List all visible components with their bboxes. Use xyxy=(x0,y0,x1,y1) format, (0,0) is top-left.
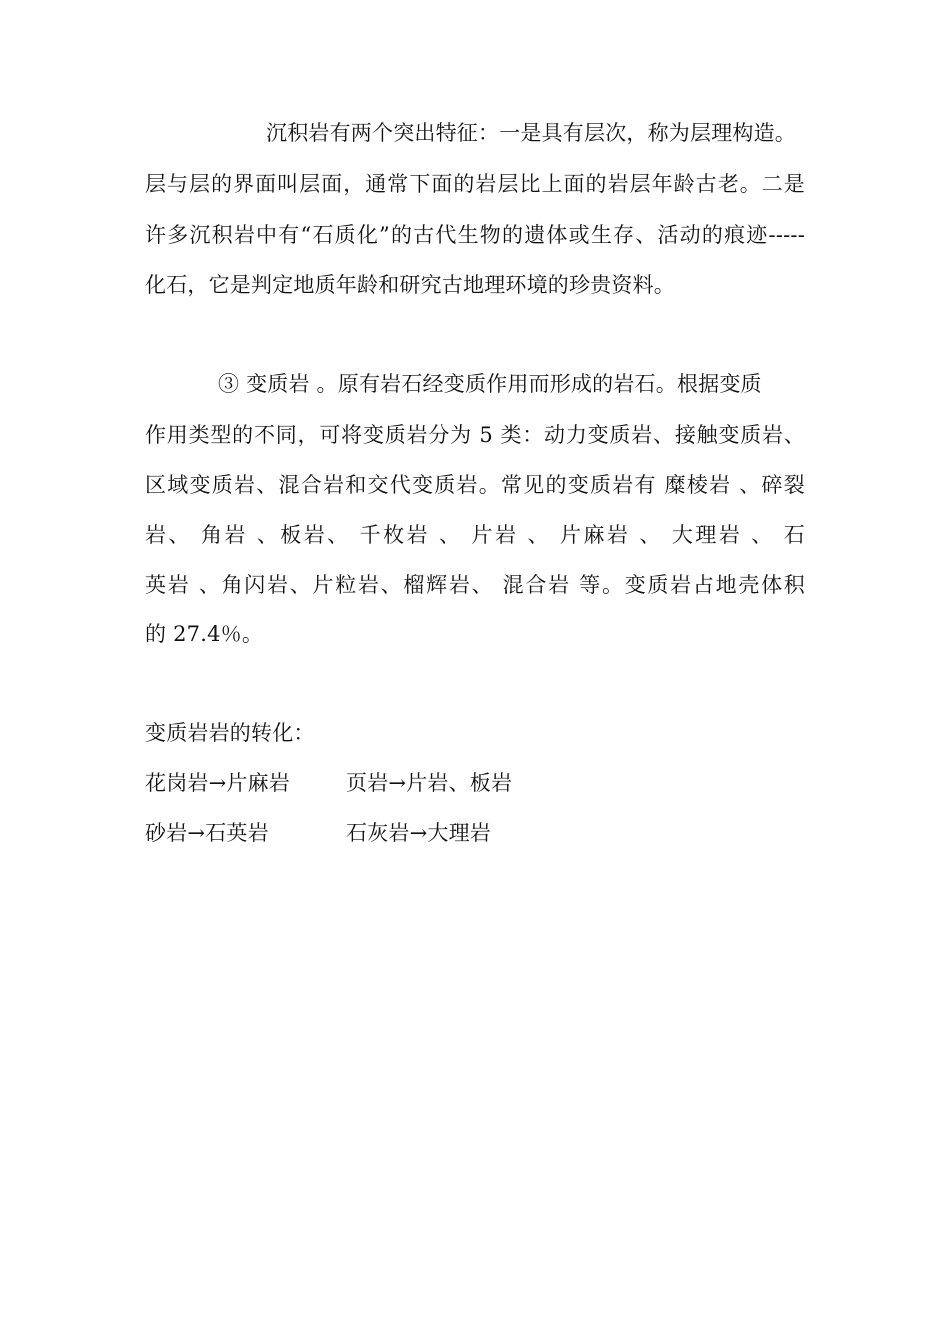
paragraph-1-line-1: 沉积岩有两个突出特征：一是具有层次，称为层理构造。 xyxy=(266,121,796,145)
paragraph-1-line-2: 层与层的界面叫层面，通常下面的岩层比上面的岩层年龄古老。二是 xyxy=(145,172,805,196)
paragraph-2-line-4: 岩、 角岩 、板岩、 千枚岩 、 片岩 、 片麻岩 、 大理岩 、 石 xyxy=(145,523,805,547)
paragraph-2-line-2: 作用类型的不同，可将变质岩分为 5 类：动力变质岩、接触变质岩、 xyxy=(145,423,805,447)
paragraph-2-line-6: 的 27.4％。 xyxy=(145,622,264,646)
transformations-heading: 变质岩岩的转化： xyxy=(145,721,315,745)
paragraph-2-line-5: 英岩 、角闪岩、片粒岩、榴辉岩、 混合岩 等。变质岩占地壳体积 xyxy=(145,573,805,597)
paragraph-2-line-1: ③ 变质岩 。原有岩石经变质作用而形成的岩石。根据变质 xyxy=(218,372,762,396)
transformation-row-1-left: 花岗岩→片麻岩 xyxy=(145,771,290,795)
transformation-row-1-right: 页岩→片岩、板岩 xyxy=(346,771,513,795)
transformation-row-2-right: 石灰岩→大理岩 xyxy=(346,821,491,845)
paragraph-1-line-4: 化石，它是判定地质年龄和研究古地理环境的珍贵资料。 xyxy=(145,273,675,297)
paragraph-2-line-3: 区域变质岩、混合岩和交代变质岩。常见的变质岩有 糜棱岩 、碎裂 xyxy=(145,473,805,497)
paragraph-1-line-3: 许多沉积岩中有“石质化”的古代生物的遗体或生存、活动的痕迹----- xyxy=(145,223,805,247)
transformation-row-2-left: 砂岩→石英岩 xyxy=(145,821,269,845)
